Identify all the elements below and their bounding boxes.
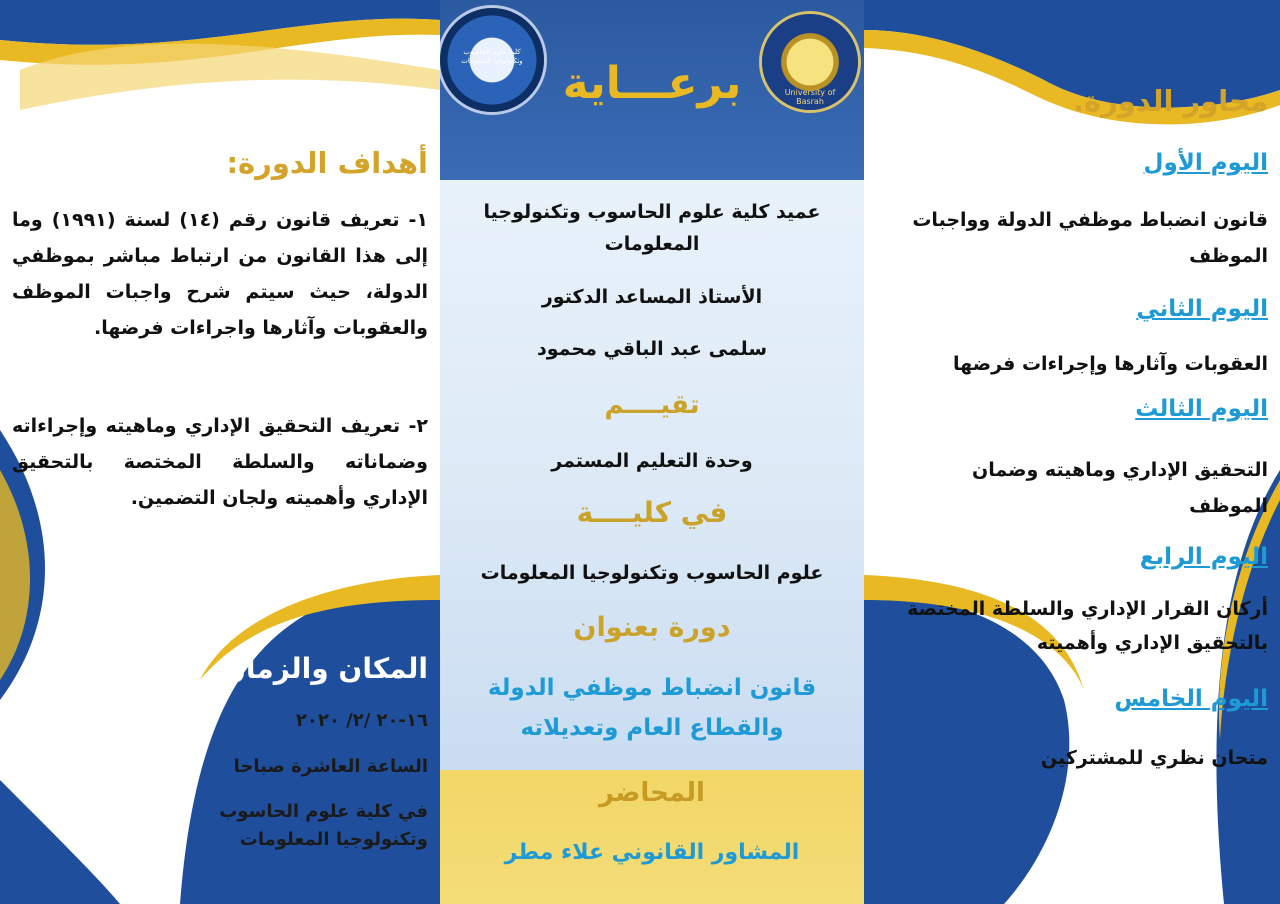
place-time-title: المكان والزمان	[221, 652, 428, 685]
day-4-text: أركان القرار الإداري والسلطة المختصة بالتحقيق الإداري وأهميته	[907, 598, 1268, 654]
university-logo-text: University of Basrah	[784, 88, 836, 106]
day-5-label: اليوم الخامس	[1114, 686, 1268, 712]
course-time: الساعة العاشرة صباحا	[233, 756, 428, 777]
objective-1: ١- تعريف قانون رقم (١٤) لسنة (١٩٩١) وما إلى هذا القانون من ارتباط مباشر بموظفي الدولة، حيث سيتم شرح واجبات الموظف والعقوبات وآثارها واجراءات فرضها.	[12, 209, 428, 339]
college-name: علوم الحاسوب وتكنولوجيا المعلومات	[480, 562, 824, 584]
academic-rank: الأستاذ المساعد الدكتور	[541, 286, 763, 308]
day-1-label: اليوم الأول	[1143, 150, 1268, 176]
course-date: ١٦-٢٠ /٢/ ٢٠٢٠	[295, 710, 428, 731]
day-3-label: اليوم الثالث	[1135, 396, 1268, 422]
course-title: قانون انضباط موظفي الدولة والقطاع العام وتعديلاته	[487, 675, 817, 741]
day-1-text: قانون انضباط موظفي الدولة وواجبات الموظف	[912, 209, 1268, 267]
left-panel	[0, 0, 440, 904]
objectives-title: أهداف الدورة:	[226, 146, 428, 180]
course-title-label: دورة بعنوان	[573, 612, 731, 643]
course-location: في كلية علوم الحاسوب وتكنولوجيا المعلومات	[219, 801, 428, 850]
college-title: في كليــــة	[576, 496, 728, 529]
lecturer-label: المحاضر	[599, 778, 705, 808]
lecturer-name: المشاور القانوني علاء مطر	[504, 840, 800, 865]
dean-name: سلمى عبد الباقي محمود	[536, 338, 767, 360]
center-panel	[440, 0, 864, 904]
day-2-text: العقوبات وآثارها وإجراءات فرضها	[953, 353, 1268, 375]
day-2-label: اليوم الثاني	[1136, 296, 1268, 322]
organizer-unit: وحدة التعليم المستمر	[551, 450, 753, 472]
day-3-text: التحقيق الإداري وماهيته وضمان الموظف	[972, 459, 1268, 517]
college-logo-text: كلية علوم الحاسوب وتكنولوجيا المعلومات	[461, 48, 523, 65]
day-4-label: اليوم الرابع	[1139, 544, 1268, 570]
dean-title: عميد كلية علوم الحاسوب وتكنولوجيا المعلومات	[483, 201, 821, 255]
organized-title: تقيــــم	[604, 390, 700, 420]
objective-2: ٢- تعريف التحقيق الإداري وماهيته وإجراءاته وضماناته والسلطة المختصة بالتحقيق الإداري وأهميته ولجان التضمين.	[12, 415, 428, 509]
right-panel	[864, 0, 1280, 904]
sponsorship-title: برعـــاية	[562, 58, 742, 109]
day-5-text: متحان نظري للمشتركين	[1040, 747, 1268, 769]
axes-title: محاور الدورة.	[1073, 84, 1268, 118]
